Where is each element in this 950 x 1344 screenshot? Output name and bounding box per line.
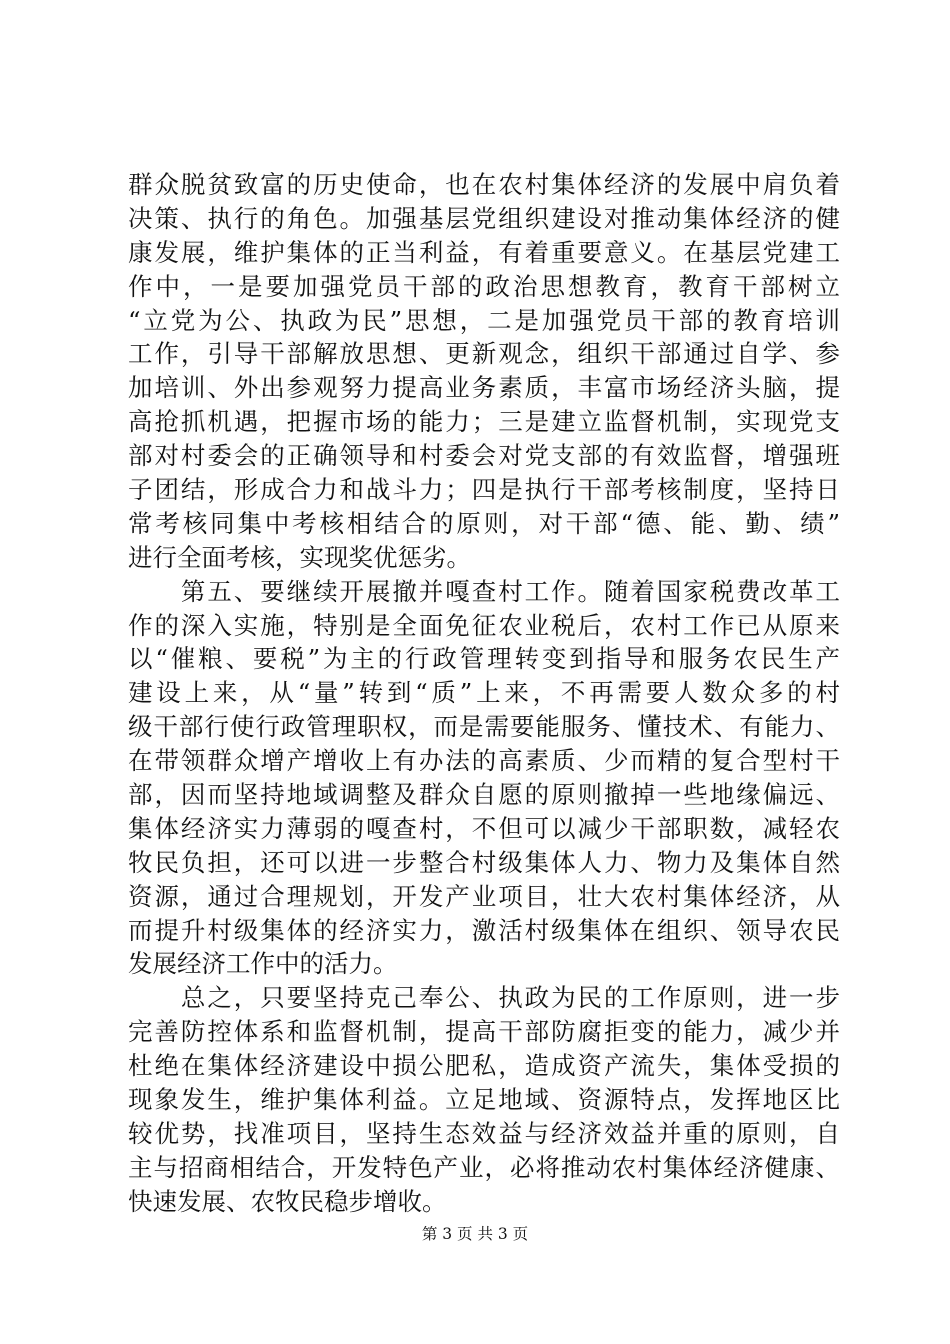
text-line: 完善防控体系和监督机制，提高干部防腐拒变的能力，减少并: [128, 1017, 840, 1047]
page-number-footer: 第 3 页 共 3 页: [421, 1225, 529, 1243]
text-line: 资源，通过合理规划，开发产业项目，壮大农村集体经济，从: [128, 881, 840, 911]
text-line: 建设上来，从“量”转到“质”上来，不再需要人数众多的村: [128, 678, 840, 708]
text-line: 牧民负担，还可以进一步整合村级集体人力、物力及集体自然: [128, 847, 840, 877]
text-line: 第五、要继续开展撤并嘎查村工作。随着国家税费改革工: [128, 576, 840, 606]
text-line: 主与招商相结合，开发特色产业，必将推动农村集体经济健康、: [128, 1152, 840, 1182]
document-body: [128, 168, 840, 1219]
text-line: 常考核同集中考核相结合的原则，对干部“德、能、勤、绩”: [128, 508, 840, 538]
text-line: 决策、执行的角色。加强基层党组织建设对推动集体经济的健: [128, 203, 840, 233]
text-line: 集体经济实力薄弱的嘎查村，不但可以减少干部职数，减轻农: [128, 813, 840, 843]
text-line: 子团结，形成合力和战斗力；四是执行干部考核制度，坚持日: [128, 475, 840, 505]
text-line: 杜绝在集体经济建设中损公肥私，造成资产流失，集体受损的: [128, 1051, 840, 1081]
text-line: 部，因而坚持地域调整及群众自愿的原则撤掉一些地缘偏远、: [128, 780, 840, 810]
text-line: 在带领群众增产增收上有办法的高素质、少而精的复合型村干: [128, 746, 840, 776]
text-line: 进行全面考核，实现奖优惩劣。: [128, 542, 471, 572]
text-line: 以“催粮、要税”为主的行政管理转变到指导和服务农民生产: [128, 644, 840, 674]
text-line: 工作，引导干部解放思想、更新观念，组织干部通过自学、参: [128, 339, 840, 369]
text-line: 级干部行使行政管理职权，而是需要能服务、懂技术、有能力、: [128, 712, 840, 742]
text-line: 群众脱贫致富的历史使命，也在农村集体经济的发展中肩负着: [128, 170, 840, 199]
text-line: 而提升村级集体的经济实力，激活村级集体在组织、领导农民: [128, 915, 840, 945]
text-line: 现象发生，维护集体利益。立足地域、资源特点，发挥地区比: [128, 1085, 840, 1115]
text-line: 作中，一是要加强党员干部的政治思想教育，教育干部树立: [128, 271, 840, 301]
text-line: 较优势，找准项目，坚持生态效益与经济效益并重的原则，自: [128, 1118, 840, 1148]
text-line: 总之，只要坚持克己奉公、执政为民的工作原则，进一步: [128, 983, 840, 1013]
text-line: 加培训、外出参观努力提高业务素质，丰富市场经济头脑，提: [128, 373, 840, 403]
text-line: “立党为公、执政为民”思想，二是加强党员干部的教育培训: [128, 305, 840, 335]
text-line: 快速发展、农牧民稳步增收。: [128, 1186, 447, 1216]
text-line: 高抢抓机遇，把握市场的能力；三是建立监督机制，实现党支: [128, 407, 840, 437]
text-line: 发展经济工作中的活力。: [128, 949, 398, 979]
text-line: 康发展，维护集体的正当利益，有着重要意义。在基层党建工: [128, 237, 840, 267]
text-line: 部对村委会的正确领导和村委会对党支部的有效监督，增强班: [128, 441, 840, 471]
text-line: 作的深入实施，特别是全面免征农业税后，农村工作已从原来: [128, 610, 840, 640]
